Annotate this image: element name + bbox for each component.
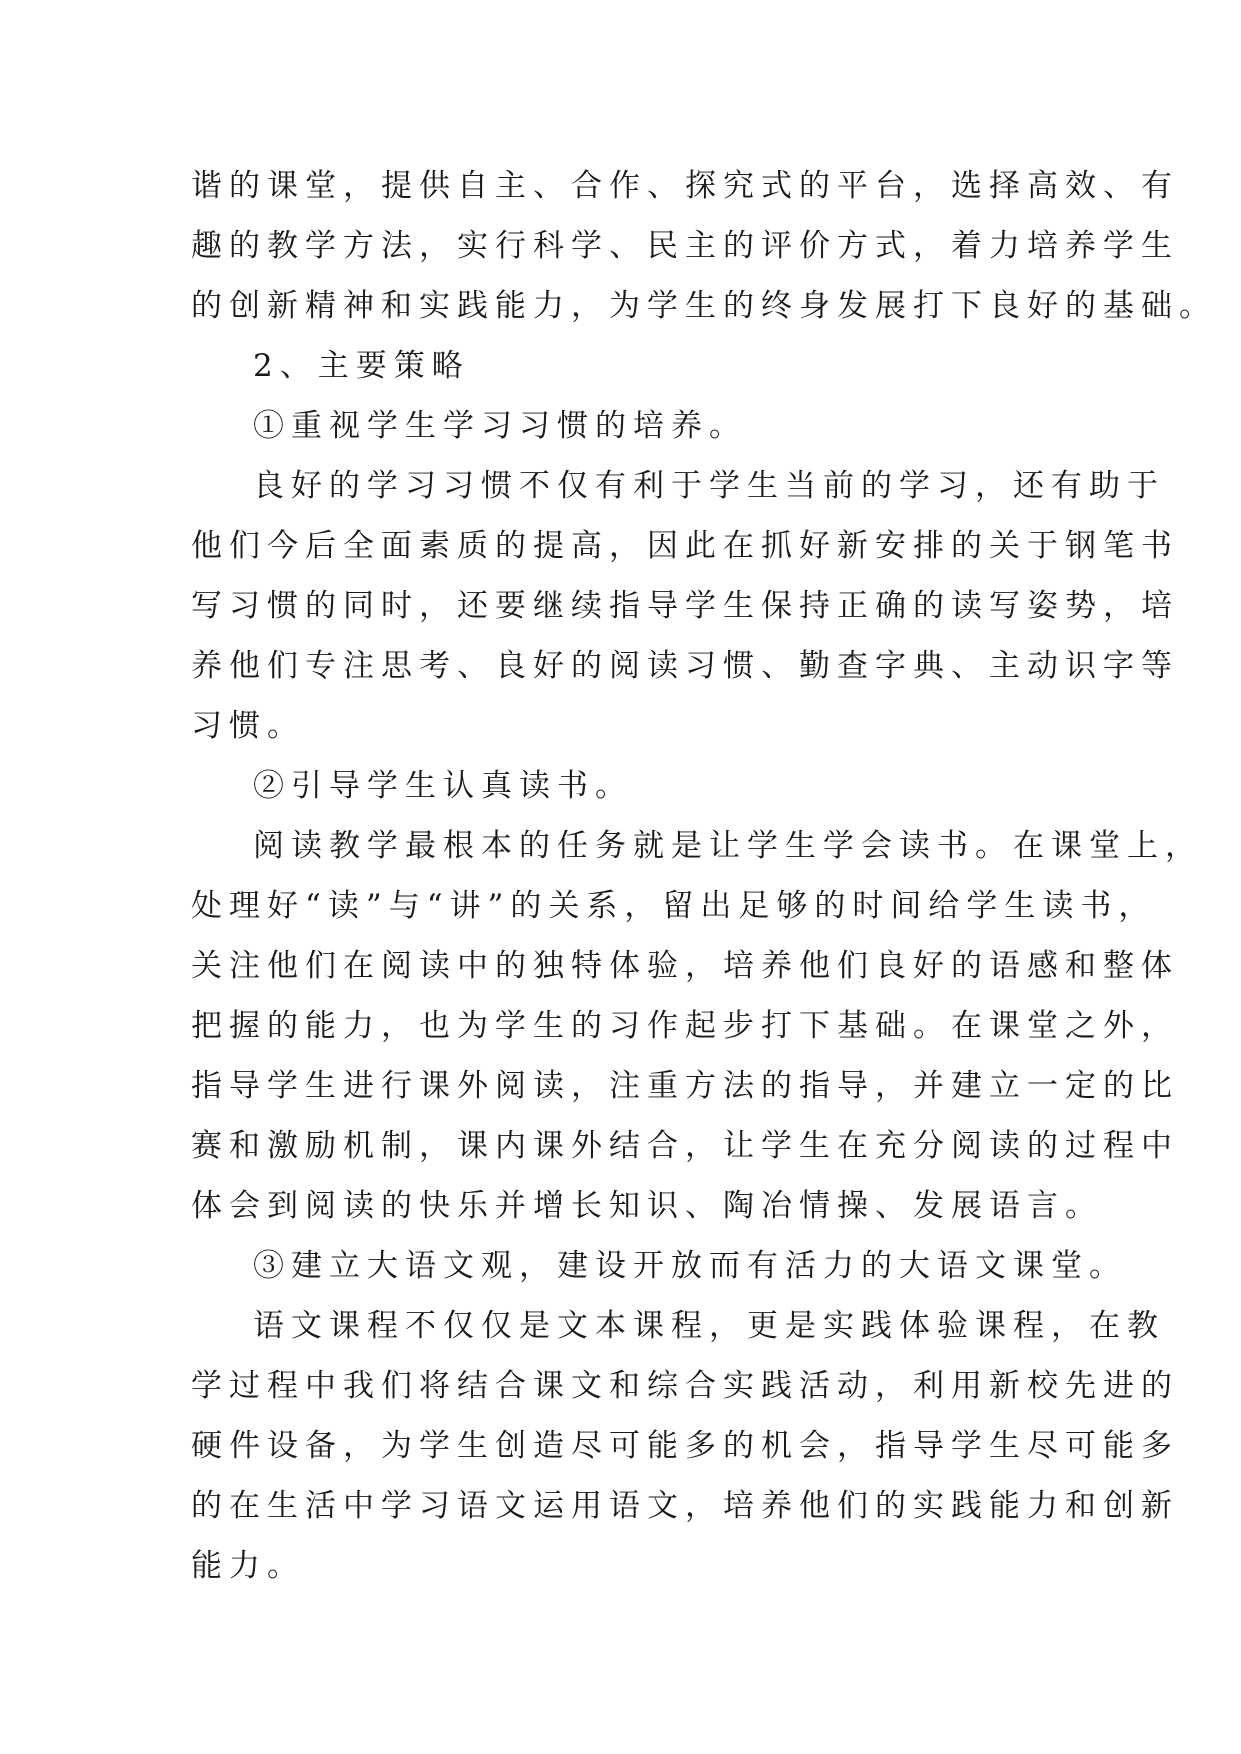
text-line: 硬件设备，为学生创造尽可能多的机会，指导学生尽可能多 <box>191 1428 1179 1464</box>
text-line: ②引导学生认真读书。 <box>253 768 633 804</box>
text-line: 赛和激励机制，课内课外结合，让学生在充分阅读的过程中 <box>191 1128 1179 1164</box>
text-line: 指导学生进行课外阅读，注重方法的指导，并建立一定的比 <box>191 1068 1179 1104</box>
text-line: 他们今后全面素质的提高，因此在抓好新安排的关于钢笔书 <box>191 528 1179 564</box>
text-line: 趣的教学方法，实行科学、民主的评价方式，着力培养学生 <box>191 228 1179 264</box>
text-line: 关注他们在阅读中的独特体验，培养他们良好的语感和整体 <box>191 948 1179 984</box>
text-line: 养他们专注思考、良好的阅读习惯、勤查字典、主动识字等 <box>191 648 1179 684</box>
text-line: 语文课程不仅仅是文本课程，更是实践体验课程，在教 <box>253 1308 1165 1344</box>
text-line: ①重视学生学习习惯的培养。 <box>253 408 747 444</box>
text-line: ③建立大语文观，建设开放而有活力的大语文课堂。 <box>253 1248 1127 1284</box>
text-line: 写习惯的同时，还要继续指导学生保持正确的读写姿势，培 <box>191 588 1179 624</box>
text-line: 2、主要策略 <box>253 348 470 384</box>
text-line: 的在生活中学习语文运用语文，培养他们的实践能力和创新 <box>191 1488 1179 1524</box>
text-line: 阅读教学最根本的任务就是让学生学会读书。在课堂上， <box>253 828 1203 864</box>
document-body <box>191 156 1217 1596</box>
text-line: 把握的能力，也为学生的习作起步打下基础。在课堂之外， <box>191 1008 1179 1044</box>
text-line: 学过程中我们将结合课文和综合实践活动，利用新校先进的 <box>191 1368 1179 1404</box>
text-line: 习惯。 <box>191 708 305 744</box>
text-line: 良好的学习习惯不仅有利于学生当前的学习，还有助于 <box>253 468 1165 504</box>
text-line: 的创新精神和实践能力，为学生的终身发展打下良好的基础。 <box>191 288 1217 324</box>
text-line: 处理好“读”与“讲”的关系，留出足够的时间给学生读书， <box>191 888 1157 924</box>
text-line: 能力。 <box>191 1548 305 1584</box>
text-line: 谐的课堂，提供自主、合作、探究式的平台，选择高效、有 <box>191 168 1179 204</box>
text-line: 体会到阅读的快乐并增长知识、陶冶情操、发展语言。 <box>191 1188 1103 1224</box>
